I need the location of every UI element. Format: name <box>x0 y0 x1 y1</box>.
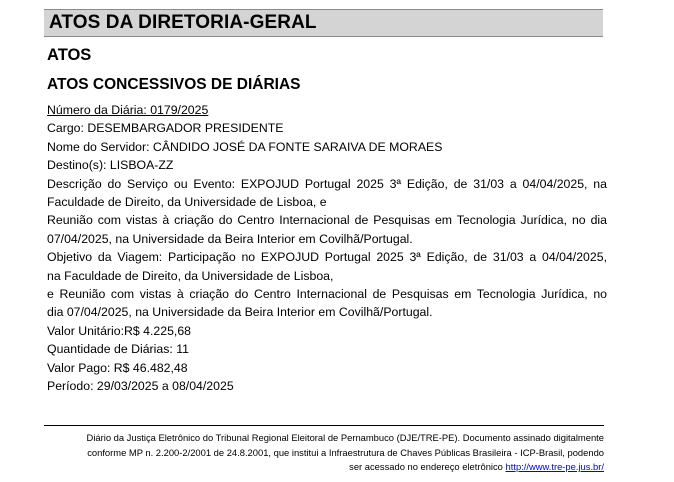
act-quantity: Quantidade de Diárias: 11 <box>47 342 189 357</box>
act-body <box>47 101 607 396</box>
footer-line: conforme MP n. 2.200-2/2001 de 24.8.2001, que institui a Infraestrutura de Chaves Públicas Brasileira - ICP-Brasil, podendo <box>87 446 604 458</box>
act-description-line: 07/04/2025, na Universidade da Beira Interior em Covilhã/Portugal. <box>47 231 413 246</box>
act-period: Período: 29/03/2025 a 08/04/2025 <box>47 379 234 394</box>
act-objective-line: dia 07/04/2025, na Universidade da Beira Interior em Covilhã/Portugal. <box>47 305 433 320</box>
footer-link[interactable]: http://www.tre-pe.jus.br/ <box>505 461 604 472</box>
act-number <box>47 101 607 119</box>
act-description-line: Reunião com vistas à criação do Centro Internacional de Pesquisas em Tecnologia Jurídica, no dia <box>47 213 607 228</box>
act-unit-value: Valor Unitário:R$ 4.225,68 <box>47 323 192 338</box>
act-position: Cargo: DESEMBARGADOR PRESIDENTE <box>47 121 284 136</box>
act-objective-line: Objetivo da Viagem: Participação no EXPOJUD Portugal 2025 3ª Edição, de 31/03 a 04/04/2025, <box>47 250 607 265</box>
footer-line <box>44 460 604 475</box>
act-destination: Destino(s): LISBOA-ZZ <box>47 158 174 173</box>
footer-line-text: ser acessado no endereço eletrônico <box>349 461 506 472</box>
footer-divider <box>44 425 604 426</box>
heading-atos-concessivos: ATOS CONCESSIVOS DE DIÁRIAS <box>47 76 301 93</box>
page-footer <box>44 431 604 475</box>
act-objective-line: e Reunião com vistas à criação do Centro Internacional de Pesquisas em Tecnologia Jurídica, no <box>47 287 607 302</box>
act-amount-paid: Valor Pago: R$ 46.482,48 <box>47 360 188 375</box>
footer-line: Diário da Justiça Eletrônico do Tribunal Regional Eleitoral de Pernambuco (DJE/TRE-PE). Documento assinado digitalmente <box>86 432 604 443</box>
act-description-line: Descrição do Serviço ou Evento: EXPOJUD Portugal 2025 3ª Edição, de 31/03 a 04/04/2025, na <box>47 176 607 191</box>
act-description-line: Faculdade de Direito, da Universidade de Lisboa, e <box>47 195 327 210</box>
act-objective-line: na Faculdade de Direito, da Universidade de Lisboa, <box>47 268 334 283</box>
section-title: ATOS DA DIRETORIA-GERAL <box>49 12 317 33</box>
act-server-name: Nome do Servidor: CÂNDIDO JOSÉ DA FONTE SARAIVA DE MORAES <box>47 139 443 154</box>
act-number-text: Número da Diária: 0179/2025 <box>47 103 209 117</box>
heading-atos: ATOS <box>47 46 92 64</box>
section-banner <box>44 9 603 37</box>
